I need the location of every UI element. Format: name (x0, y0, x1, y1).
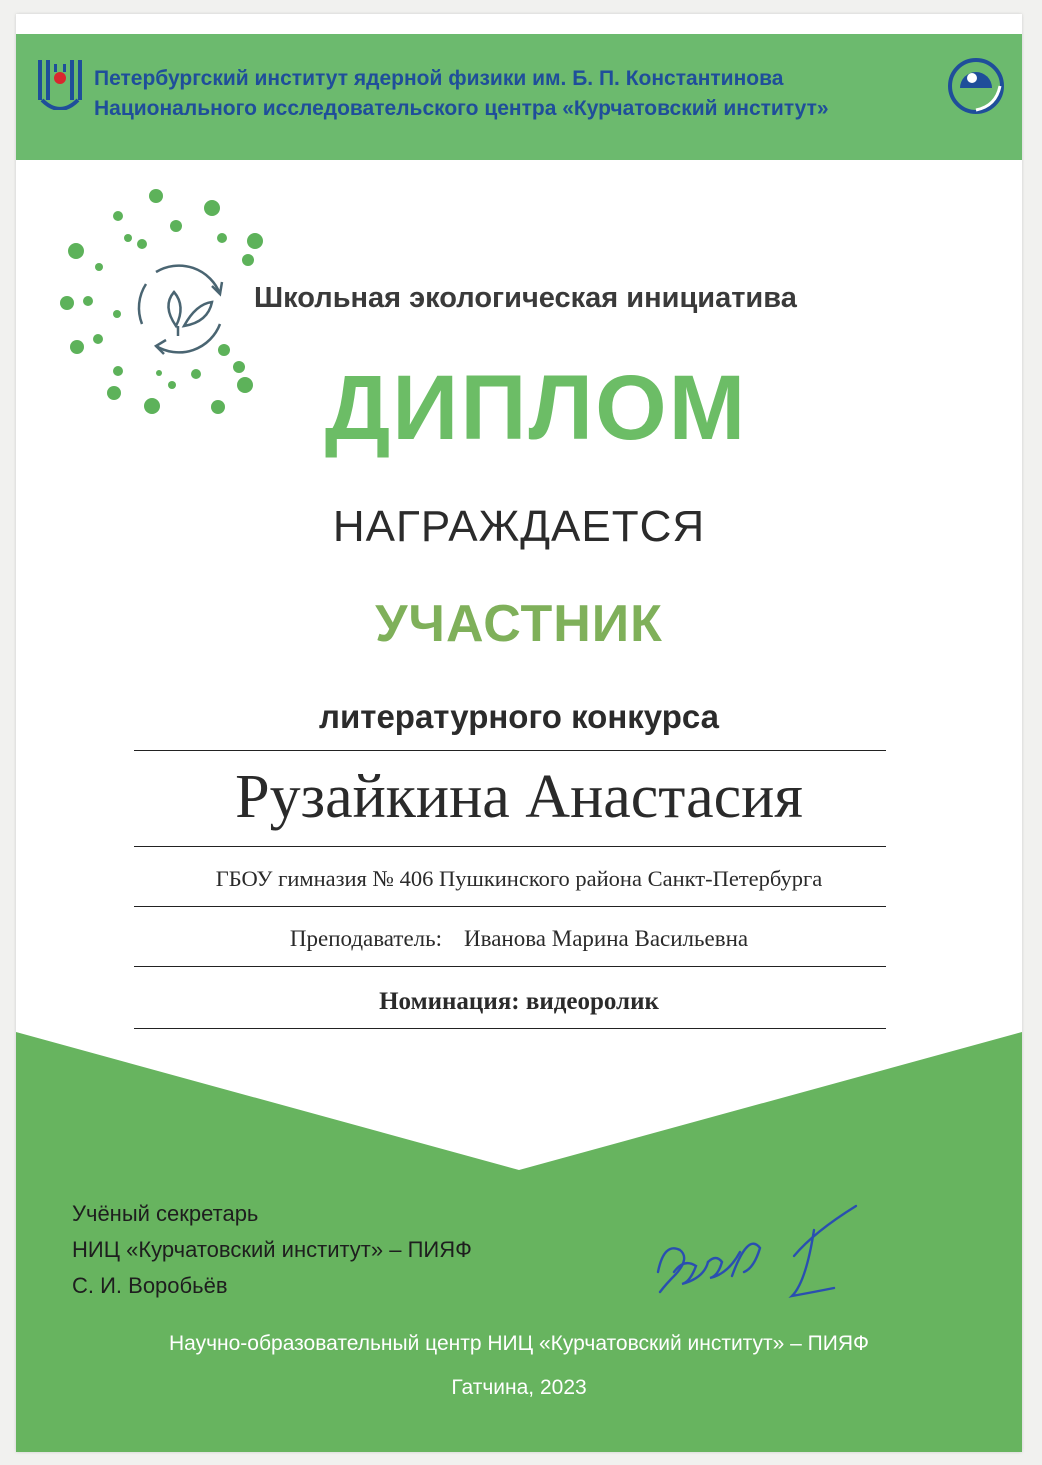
nomination-text: Номинация: видеоролик (379, 988, 659, 1015)
signatory-block (72, 1196, 472, 1304)
pnpi-logo-icon (36, 56, 84, 110)
signatory-org: НИЦ «Курчатовский институт» – ПИЯФ (72, 1237, 472, 1262)
teacher-name: Иванова Марина Васильевна (464, 926, 749, 951)
rule-line (134, 846, 886, 847)
rule-line (134, 1028, 886, 1029)
initiative-title: Школьная экологическая инициатива (254, 282, 797, 314)
header-line-1: Петербургский институт ядерной физики им. Б. П. Константинова (94, 67, 784, 90)
school-name: ГБОУ гимназия № 406 Пушкинского района Санкт-Петербурга (215, 866, 823, 891)
awarded-text: НАГРАЖДАЕТСЯ (332, 502, 706, 551)
header-line-2: Национального исследовательского центра «Курчатовский институт» (94, 97, 829, 120)
header-band (16, 34, 1022, 160)
recycle-leaf-icon (139, 266, 222, 354)
rule-line (134, 750, 886, 751)
rule-line (134, 966, 886, 967)
teacher-label: Преподаватель: (289, 926, 443, 951)
signatory-name: С. И. Воробьёв (72, 1273, 228, 1298)
diploma-sheet (16, 14, 1022, 1452)
signature (644, 1192, 864, 1322)
signatory-role: Учёный секретарь (72, 1201, 259, 1226)
contest-text: литературного конкурса (319, 698, 719, 735)
footer-city-year: Гатчина, 2023 (451, 1376, 587, 1399)
recipient-name: Рузайкина Анастасия (235, 763, 803, 831)
kurchatov-logo-icon (946, 56, 1006, 116)
diploma-title: ДИПЛОМ (324, 357, 748, 459)
header-text (94, 64, 829, 124)
status-text: УЧАСТНИК (375, 595, 663, 653)
footer-org: Научно-образовательный центр НИЦ «Курчатовский институт» – ПИЯФ (168, 1332, 869, 1355)
teacher-line (16, 926, 1022, 952)
rule-line (134, 906, 886, 907)
